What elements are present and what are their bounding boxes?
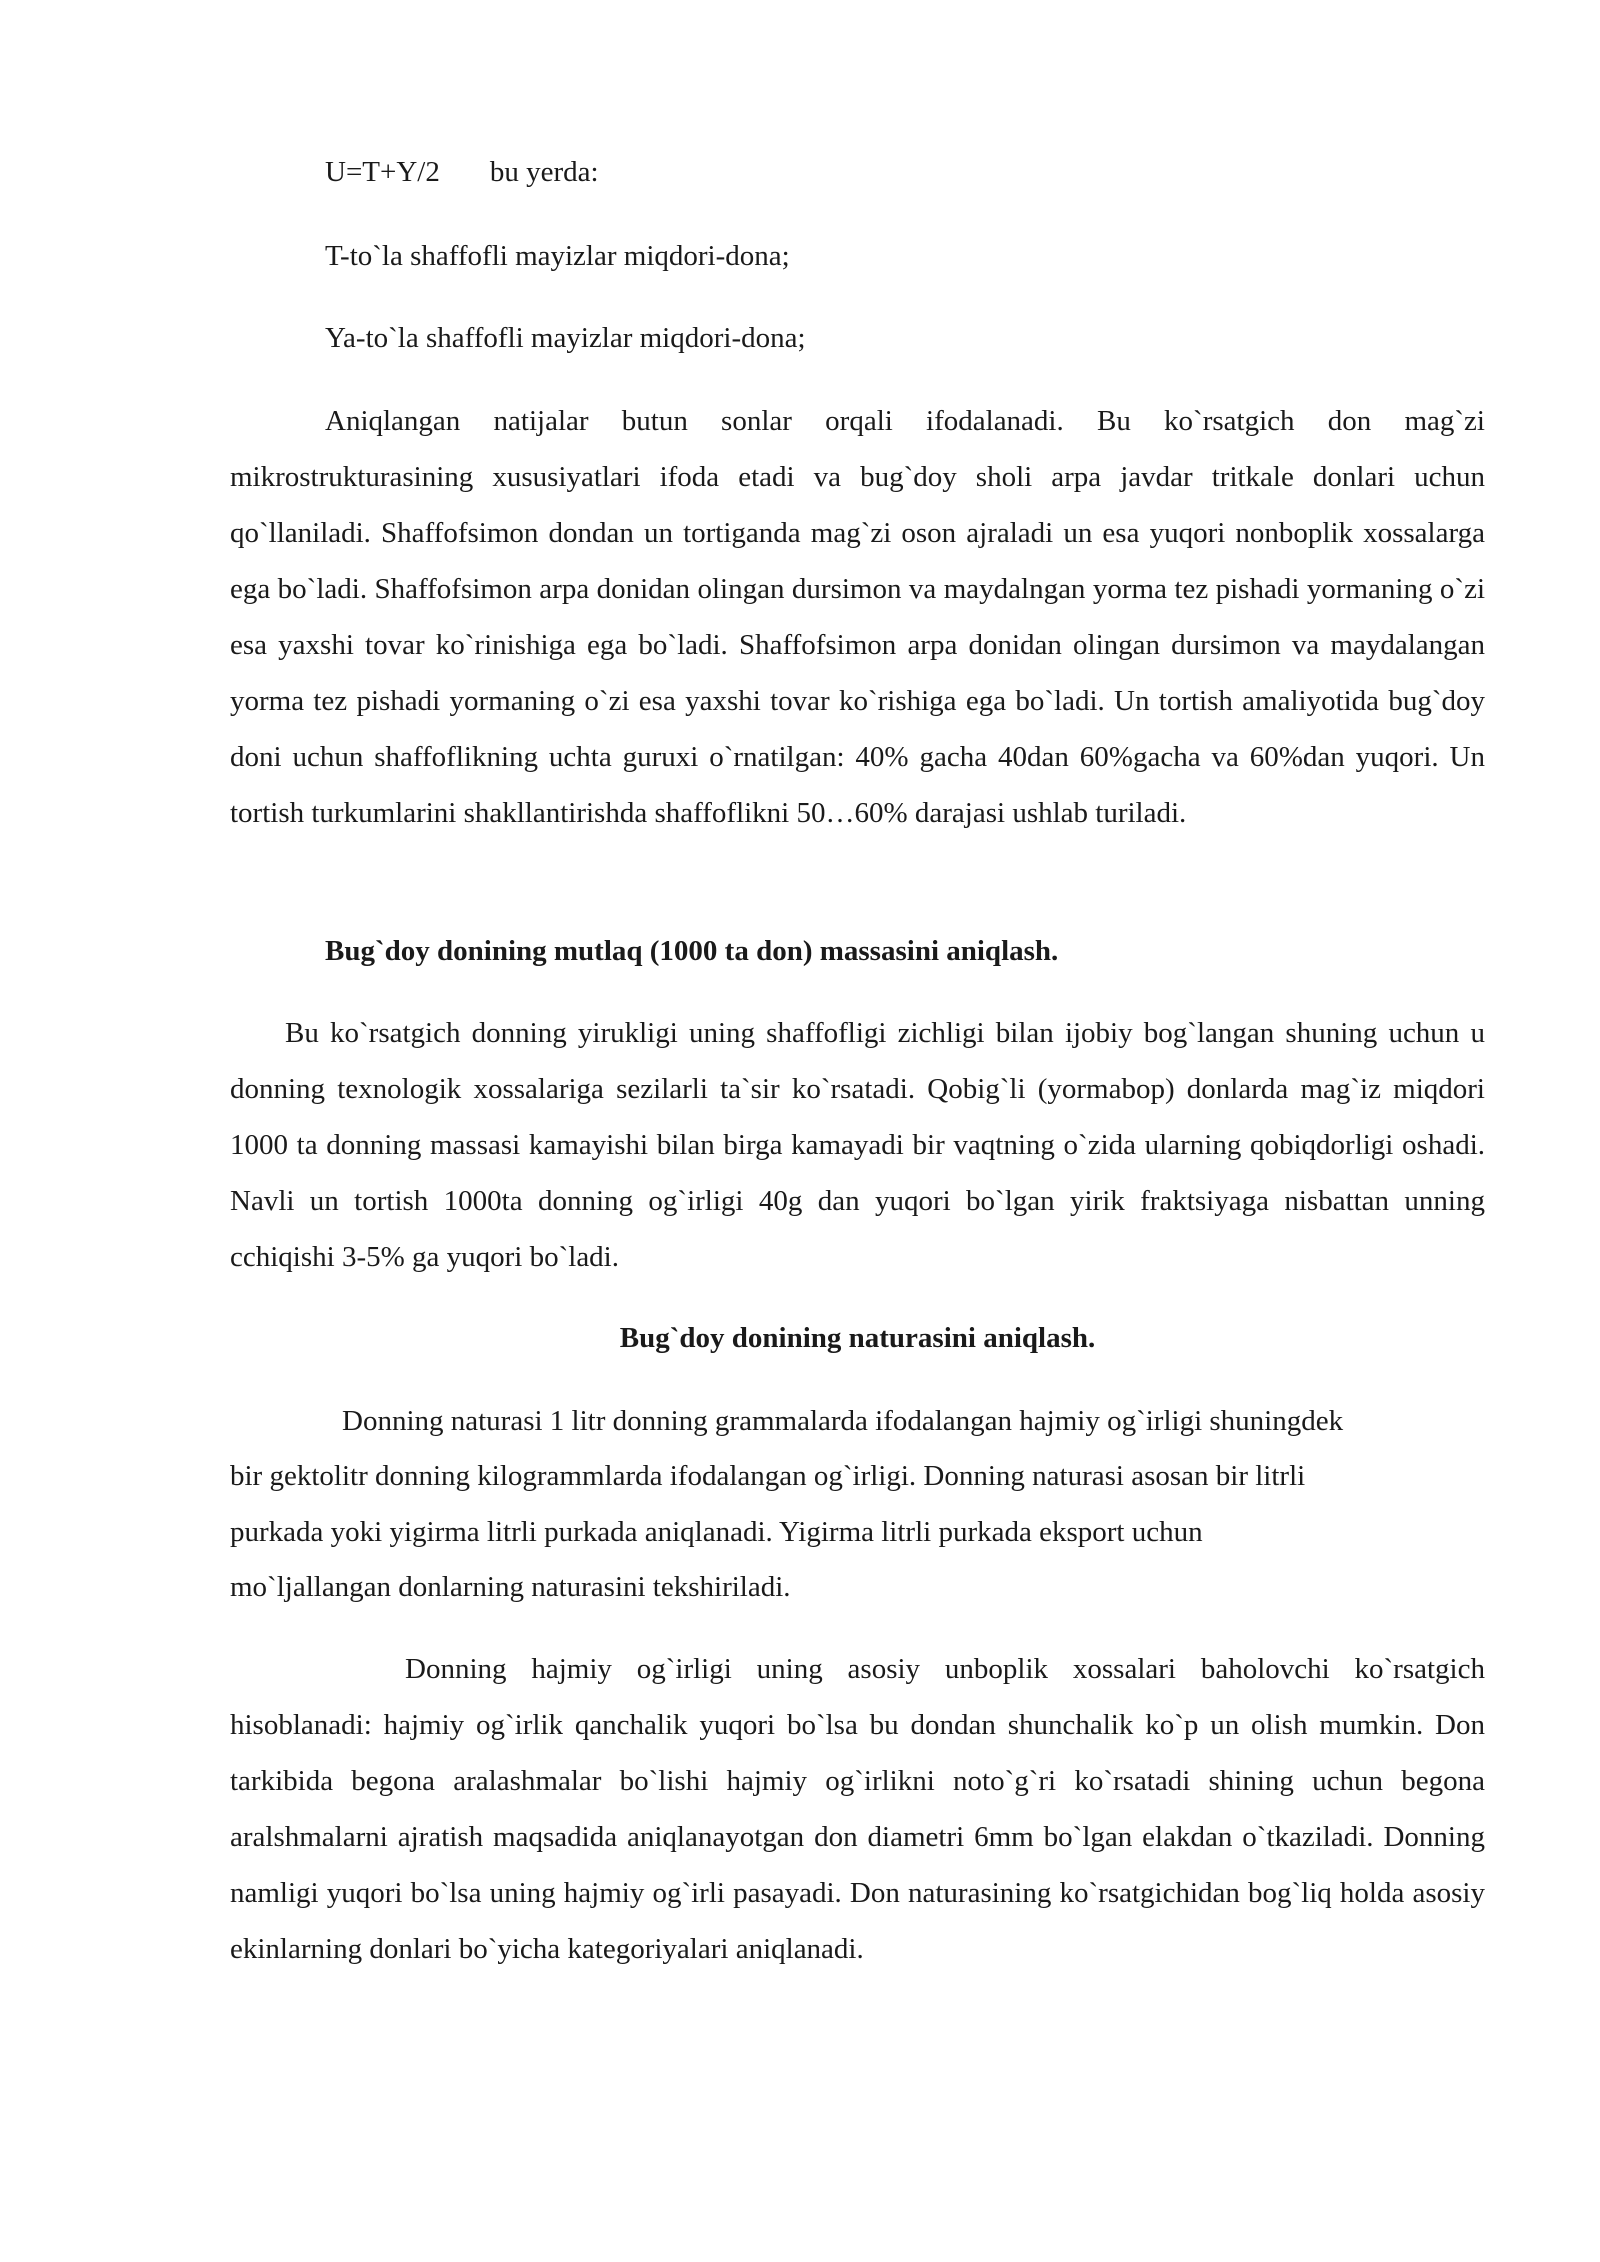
definition-ya: Ya-to`la shaffofli mayizlar miqdori-dona; <box>325 322 806 354</box>
natura-line-1: Donning naturasi 1 litr donning grammalarda ifodalangan hajmiy og`irligi shuningdek <box>342 1405 1344 1437</box>
natura-line-3: purkada yoki yigirma litrli purkada aniqlanadi. Yigirma litrli purkada eksport uchun <box>230 1516 1203 1548</box>
definition-t: T-to`la shaffofli mayizlar miqdori-dona; <box>325 240 790 272</box>
formula-note: bu yerda: <box>489 156 599 188</box>
heading-natura: Bug`doy donining naturasini aniqlash. <box>619 1322 1096 1354</box>
heading-thousand-grain-mass: Bug`doy donining mutlaq (1000 ta don) massasini aniqlash. <box>325 935 1059 967</box>
natura-line-2: bir gektolitr donning kilogrammlarda ifodalangan og`irligi. Donning naturasi asosan bir litrli <box>230 1460 1306 1492</box>
formula-line <box>325 144 599 200</box>
paragraph-volume-weight: Donning hajmiy og`irligi uning asosiy unboplik xossalari baholovchi ko`rsatgich hisoblanadi: hajmiy og`irlik qanchalik yuqori bo`lsa bu dondan shunchalik ko`p un olish mumkin. Don tarkibida begona aralashmalar bo`lishi hajmiy og`irlikni noto`g`ri ko`rsatadi shining uchun begona aralshmalarni ajratish maqsadida aniqlanayotgan don diametri 6mm bo`lgan elakdan o`tkaziladi. Donning namligi yuqori bo`lsa uning hajmiy og`irli pasayadi. Don naturasining ko`rsatgichidan bog`liq holda asosiy ekinlarning donlari bo`yicha kategoriyalari aniqlanadi. <box>230 1653 1485 1965</box>
paragraph-thousand-grain-mass: Bu ko`rsatgich donning yirukligi uning shaffofligi zichligi bilan ijobiy bog`langan shuning uchun u donning texnologik xossalariga sezilarli ta`sir ko`rsatadi. Qobig`li (yormabop) donlarda mag`iz miqdori 1000 ta donning massasi kamayishi bilan birga kamayadi bir vaqtning o`zida ularning qobiqdorligi oshadi. Navli un tortish 1000ta donning og`irligi 40g dan yuqori bo`lgan yirik fraktsiyaga nisbattan unning cchiqishi 3-5% ga yuqori bo`ladi. <box>230 1017 1485 1273</box>
natura-line-4: mo`ljallangan donlarning naturasini tekshiriladi. <box>230 1571 791 1603</box>
paragraph-transparency: Aniqlangan natijalar butun sonlar orqali ifodalanadi. Bu ko`rsatgich don mag`zi mikrostrukturasining xususiyatlari ifoda etadi va bug`doy sholi arpa javdar tritkale donlari uchun qo`llaniladi. Shaffofsimon dondan un tortiganda mag`zi oson ajraladi un esa yuqori nonboplik xossalarga ega bo`ladi. Shaffofsimon arpa donidan olingan dursimon va maydalngan yorma tez pishadi yormaning o`zi esa yaxshi tovar ko`rinishiga ega bo`ladi. Shaffofsimon arpa donidan olingan dursimon va maydalangan yorma tez pishadi yormaning o`zi esa yaxshi tovar ko`rishiga ega bo`ladi. Un tortish amaliyotida bug`doy doni uchun shaffoflikning uchta guruxi o`rnatilgan: 40% gacha 40dan 60%gacha va 60%dan yuqori. Un tortish turkumlarini shakllantirishda shaffoflikni 50…60% darajasi ushlab turiladi. <box>230 405 1485 829</box>
formula-expression: U=T+Y/2 <box>325 156 440 188</box>
